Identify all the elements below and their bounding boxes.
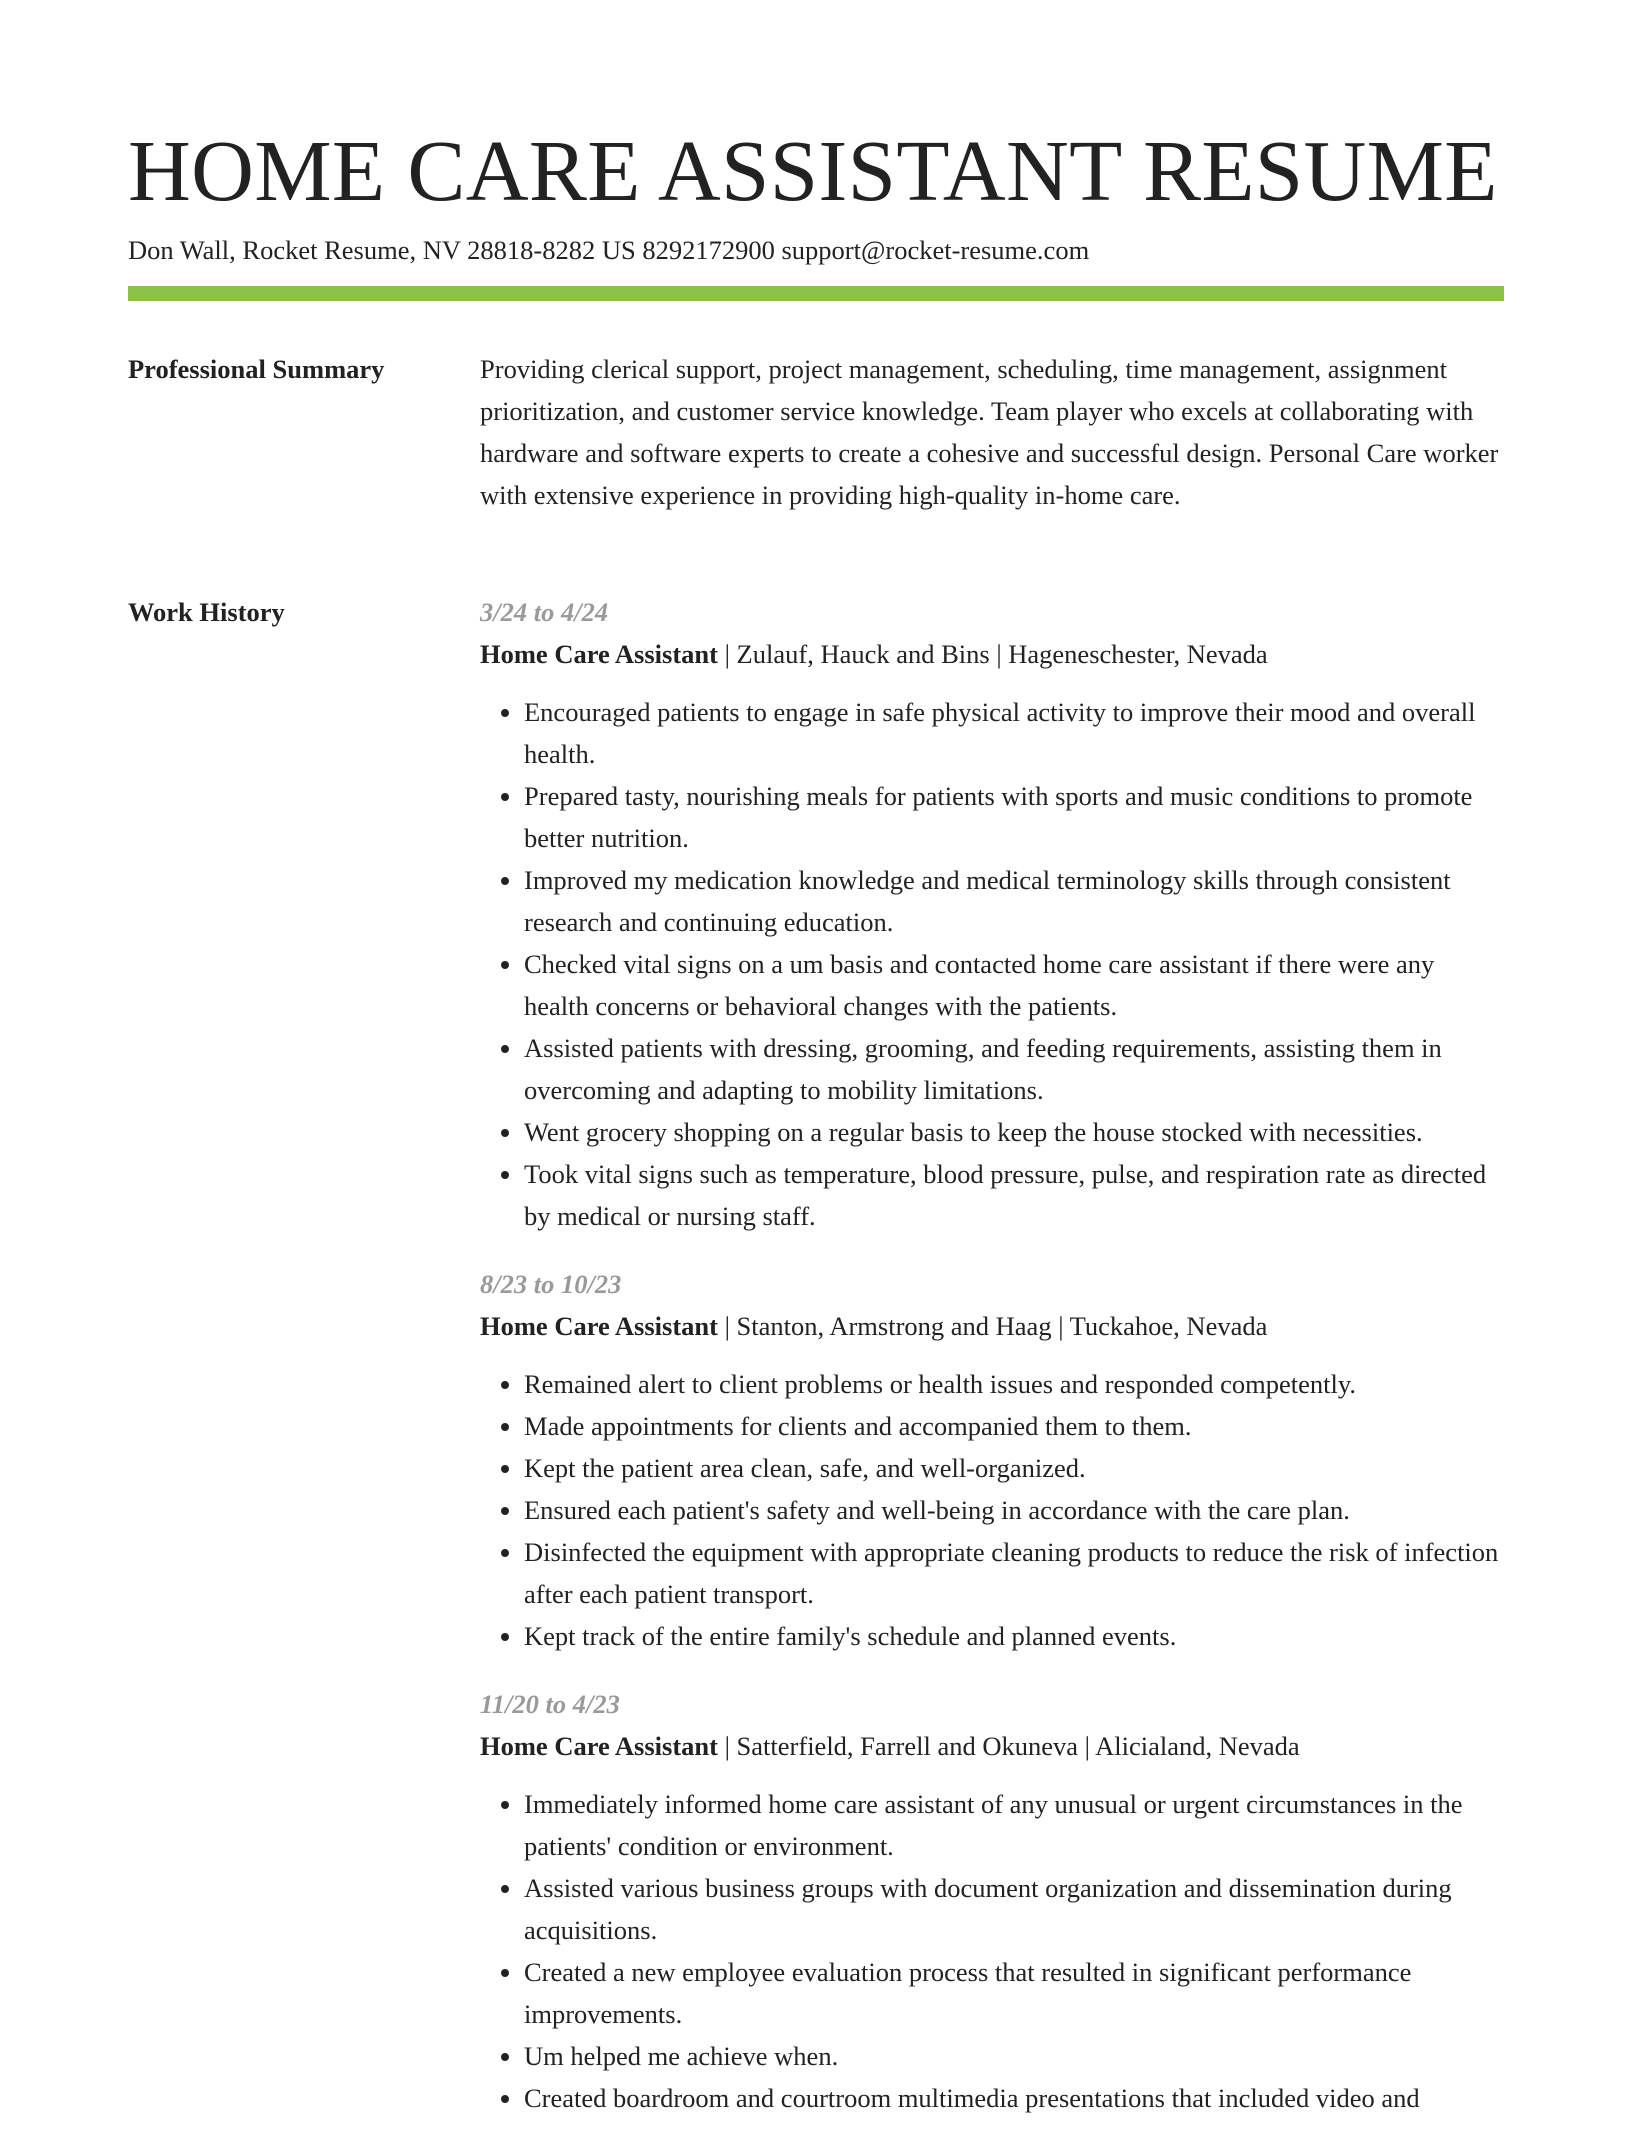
job-heading	[480, 633, 1504, 675]
duty-item: • Took vital signs such as temperature, blood pressure, pulse, and respiration rate as directed by medical or nursing staff.	[524, 1153, 1504, 1237]
duty-item: • Kept the patient area clean, safe, and well-organized.	[524, 1447, 1504, 1489]
job-dates: 3/24 to 4/24	[480, 597, 609, 627]
duty-item: • Ensured each patient's safety and well-being in accordance with the care plan.	[524, 1489, 1504, 1531]
duty-item: • Created a new employee evaluation process that resulted in significant performance improvements.	[524, 1951, 1504, 2035]
duty-item: • Assisted patients with dressing, grooming, and feeding requirements, assisting them in overcoming and adapting to mobility limitations.	[524, 1027, 1504, 1111]
job-duties-list	[480, 691, 1504, 1237]
section-label-work-history: Work History	[128, 597, 285, 627]
job-heading	[480, 1725, 1504, 1767]
work-history-body	[480, 591, 1504, 2145]
duty-item: • Made appointments for clients and accompanied them to them.	[524, 1405, 1504, 1447]
contact-line: Don Wall, Rocket Resume, NV 28818-8282 US 8292172900 support@rocket-resume.com	[128, 235, 1090, 265]
summary-text: Providing clerical support, project management, scheduling, time management, assignment prioritization, and customer service knowledge. Team player who excels at collaborating with hardware and software experts to create a cohesive and successful design. Personal Care worker with extensive experience in providing high-quality in-home care.	[480, 354, 1499, 510]
job-title: Home Care Assistant	[480, 1731, 718, 1761]
duty-item: • Um helped me achieve when.	[524, 2035, 1504, 2077]
duty-item: • Encouraged patients to engage in safe physical activity to improve their mood and overall health.	[524, 691, 1504, 775]
job-title: Home Care Assistant	[480, 1311, 718, 1341]
duty-item: • Created boardroom and courtroom multimedia presentations that included video and	[524, 2077, 1504, 2119]
summary-body	[480, 348, 1504, 516]
duty-item: • Improved my medication knowledge and medical terminology skills through consistent research and continuing education.	[524, 859, 1504, 943]
job-heading	[480, 1305, 1504, 1347]
job-entry	[480, 1683, 1504, 2119]
job-dates: 11/20 to 4/23	[480, 1689, 620, 1719]
job-employer-location: | Zulauf, Hauck and Bins | Hageneschester, Nevada	[718, 639, 1268, 669]
duty-item: • Went grocery shopping on a regular basis to keep the house stocked with necessities.	[524, 1111, 1504, 1153]
job-employer-location: | Satterfield, Farrell and Okuneva | Alicialand, Nevada	[718, 1731, 1300, 1761]
job-employer-location: | Stanton, Armstrong and Haag | Tuckahoe, Nevada	[718, 1311, 1268, 1341]
duty-item: • Kept track of the entire family's schedule and planned events.	[524, 1615, 1504, 1657]
duty-item: • Immediately informed home care assistant of any unusual or urgent circumstances in the patients' condition or environment.	[524, 1783, 1504, 1867]
duty-item: • Remained alert to client problems or health issues and responded competently.	[524, 1363, 1504, 1405]
resume-title: HOME CARE ASSISTANT RESUME	[128, 122, 1498, 219]
job-entry	[480, 1263, 1504, 1657]
job-entry	[480, 591, 1504, 1237]
job-duties-list	[480, 1783, 1504, 2119]
header-divider	[128, 286, 1504, 301]
duty-item: • Prepared tasty, nourishing meals for patients with sports and music conditions to promote better nutrition.	[524, 775, 1504, 859]
duty-item: • Checked vital signs on a um basis and contacted home care assistant if there were any health concerns or behavioral changes with the patients.	[524, 943, 1504, 1027]
duty-item: • Disinfected the equipment with appropriate cleaning products to reduce the risk of infection after each patient transport.	[524, 1531, 1504, 1615]
job-duties-list	[480, 1363, 1504, 1657]
duty-item: • Assisted various business groups with document organization and dissemination during acquisitions.	[524, 1867, 1504, 1951]
job-dates: 8/23 to 10/23	[480, 1269, 622, 1299]
job-title: Home Care Assistant	[480, 639, 718, 669]
section-label-summary: Professional Summary	[128, 354, 385, 384]
